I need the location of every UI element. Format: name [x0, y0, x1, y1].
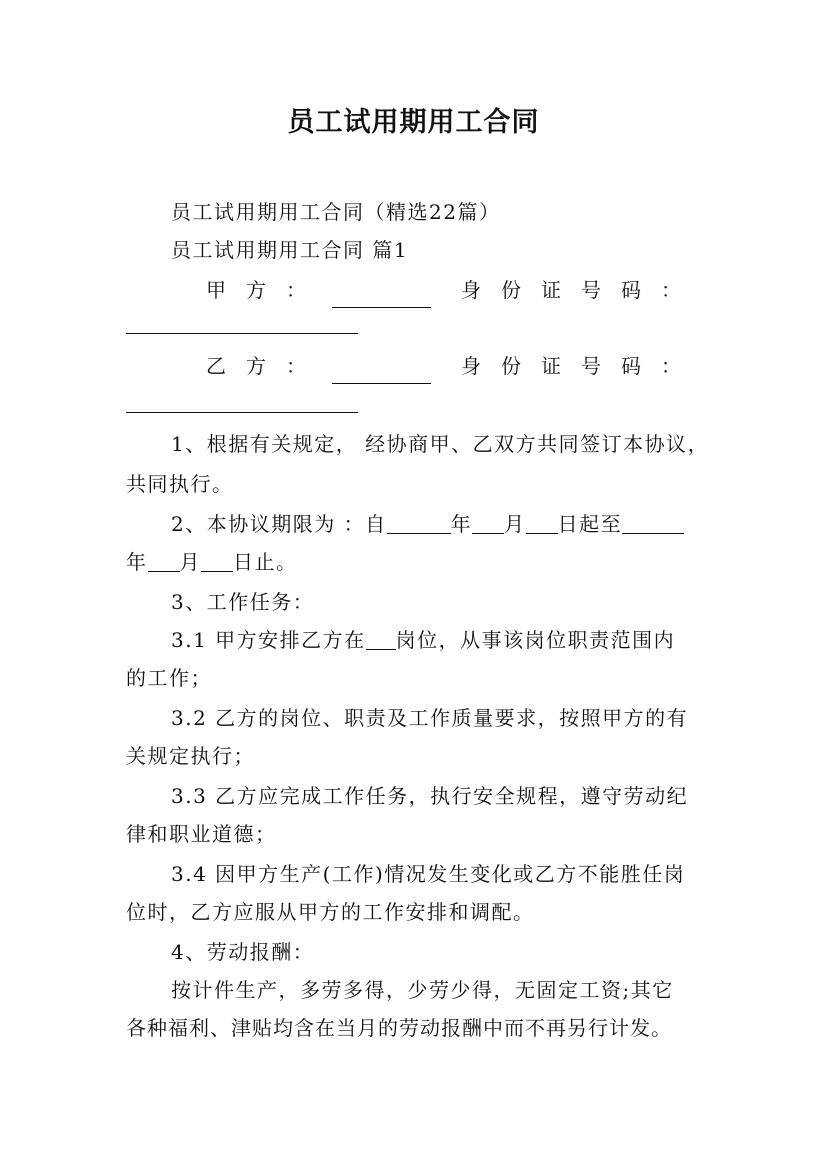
clause-3-2-line-1: 3.2 乙方的岗位、职责及工作质量要求，按照甲方的有 [171, 706, 689, 730]
party-b-id-label: 身份证号码： [461, 354, 701, 378]
party-b-row [126, 348, 701, 384]
clause-1-line-2: 共同执行。 [126, 472, 234, 496]
clause-2-day-from: 日起至 [557, 512, 623, 536]
party-b-name-blank [332, 357, 431, 384]
end-month-blank [148, 547, 180, 572]
party-b-label: 乙方： [206, 354, 326, 378]
page-title: 员工试用期用工合同 [287, 107, 540, 138]
clause-3-1-prefix: 3.1 甲方安排乙方在 [171, 628, 366, 652]
clause-1-line-1: 1、根据有关规定， 经协商甲、乙双方共同签订本协议， [171, 432, 710, 456]
clause-2-year: 年 [450, 512, 473, 536]
party-b-id-blank [126, 412, 358, 413]
clause-3-2-line-2: 关规定执行； [126, 744, 255, 768]
end-year-blank [622, 509, 684, 534]
clause-2-line-2 [126, 544, 716, 580]
clause-3-1-line-2: 的工作； [126, 666, 212, 690]
party-a-id-label: 身份证号码： [461, 278, 701, 302]
clause-3-1-suffix: 岗位，从事该岗位职责范围内 [395, 628, 676, 652]
clause-3-4-line-2: 位时，乙方应服从甲方的工作安排和调配。 [126, 900, 535, 924]
clause-2-line-1 [171, 506, 716, 542]
end-day-blank [201, 547, 233, 572]
clause-4-line-2: 各种福利、津贴均含在当月的劳动报酬中而不再另行计发。 [126, 1016, 672, 1040]
clause-2-prefix: 2、本协议期限为 ：自 [171, 512, 387, 536]
clause-2-year-2: 年 [126, 550, 148, 574]
clause-2-month: 月 [504, 512, 526, 536]
clause-3-1-line-1 [171, 622, 716, 658]
party-a-id-blank [126, 333, 358, 334]
clause-2-day-to: 日止。 [233, 550, 298, 574]
section-heading: 员工试用期用工合同 篇1 [171, 238, 409, 262]
clause-3-3-line-2: 律和职业道德； [126, 822, 277, 846]
clause-3-4-line-1: 3.4 因甲方生产(工作)情况发生变化或乙方不能胜任岗 [171, 862, 686, 886]
clause-3-heading: 3、工作任务： [171, 590, 315, 614]
start-day-blank [526, 509, 558, 534]
party-a-row [126, 272, 701, 308]
clause-2-month-2: 月 [179, 550, 201, 574]
clause-4-heading: 4、劳动报酬： [171, 940, 315, 964]
start-month-blank [472, 509, 504, 534]
document-subtitle: 员工试用期用工合同（精选22篇） [171, 200, 501, 224]
party-a-name-blank [332, 281, 431, 308]
clause-3-3-line-1: 3.3 乙方应完成工作任务，执行安全规程，遵守劳动纪 [171, 784, 689, 808]
party-a-label: 甲方： [206, 278, 326, 302]
start-year-blank [387, 509, 451, 534]
position-blank [366, 625, 396, 650]
clause-4-line-1: 按计件生产，多劳多得，少劳少得，无固定工资;其它 [171, 978, 674, 1002]
